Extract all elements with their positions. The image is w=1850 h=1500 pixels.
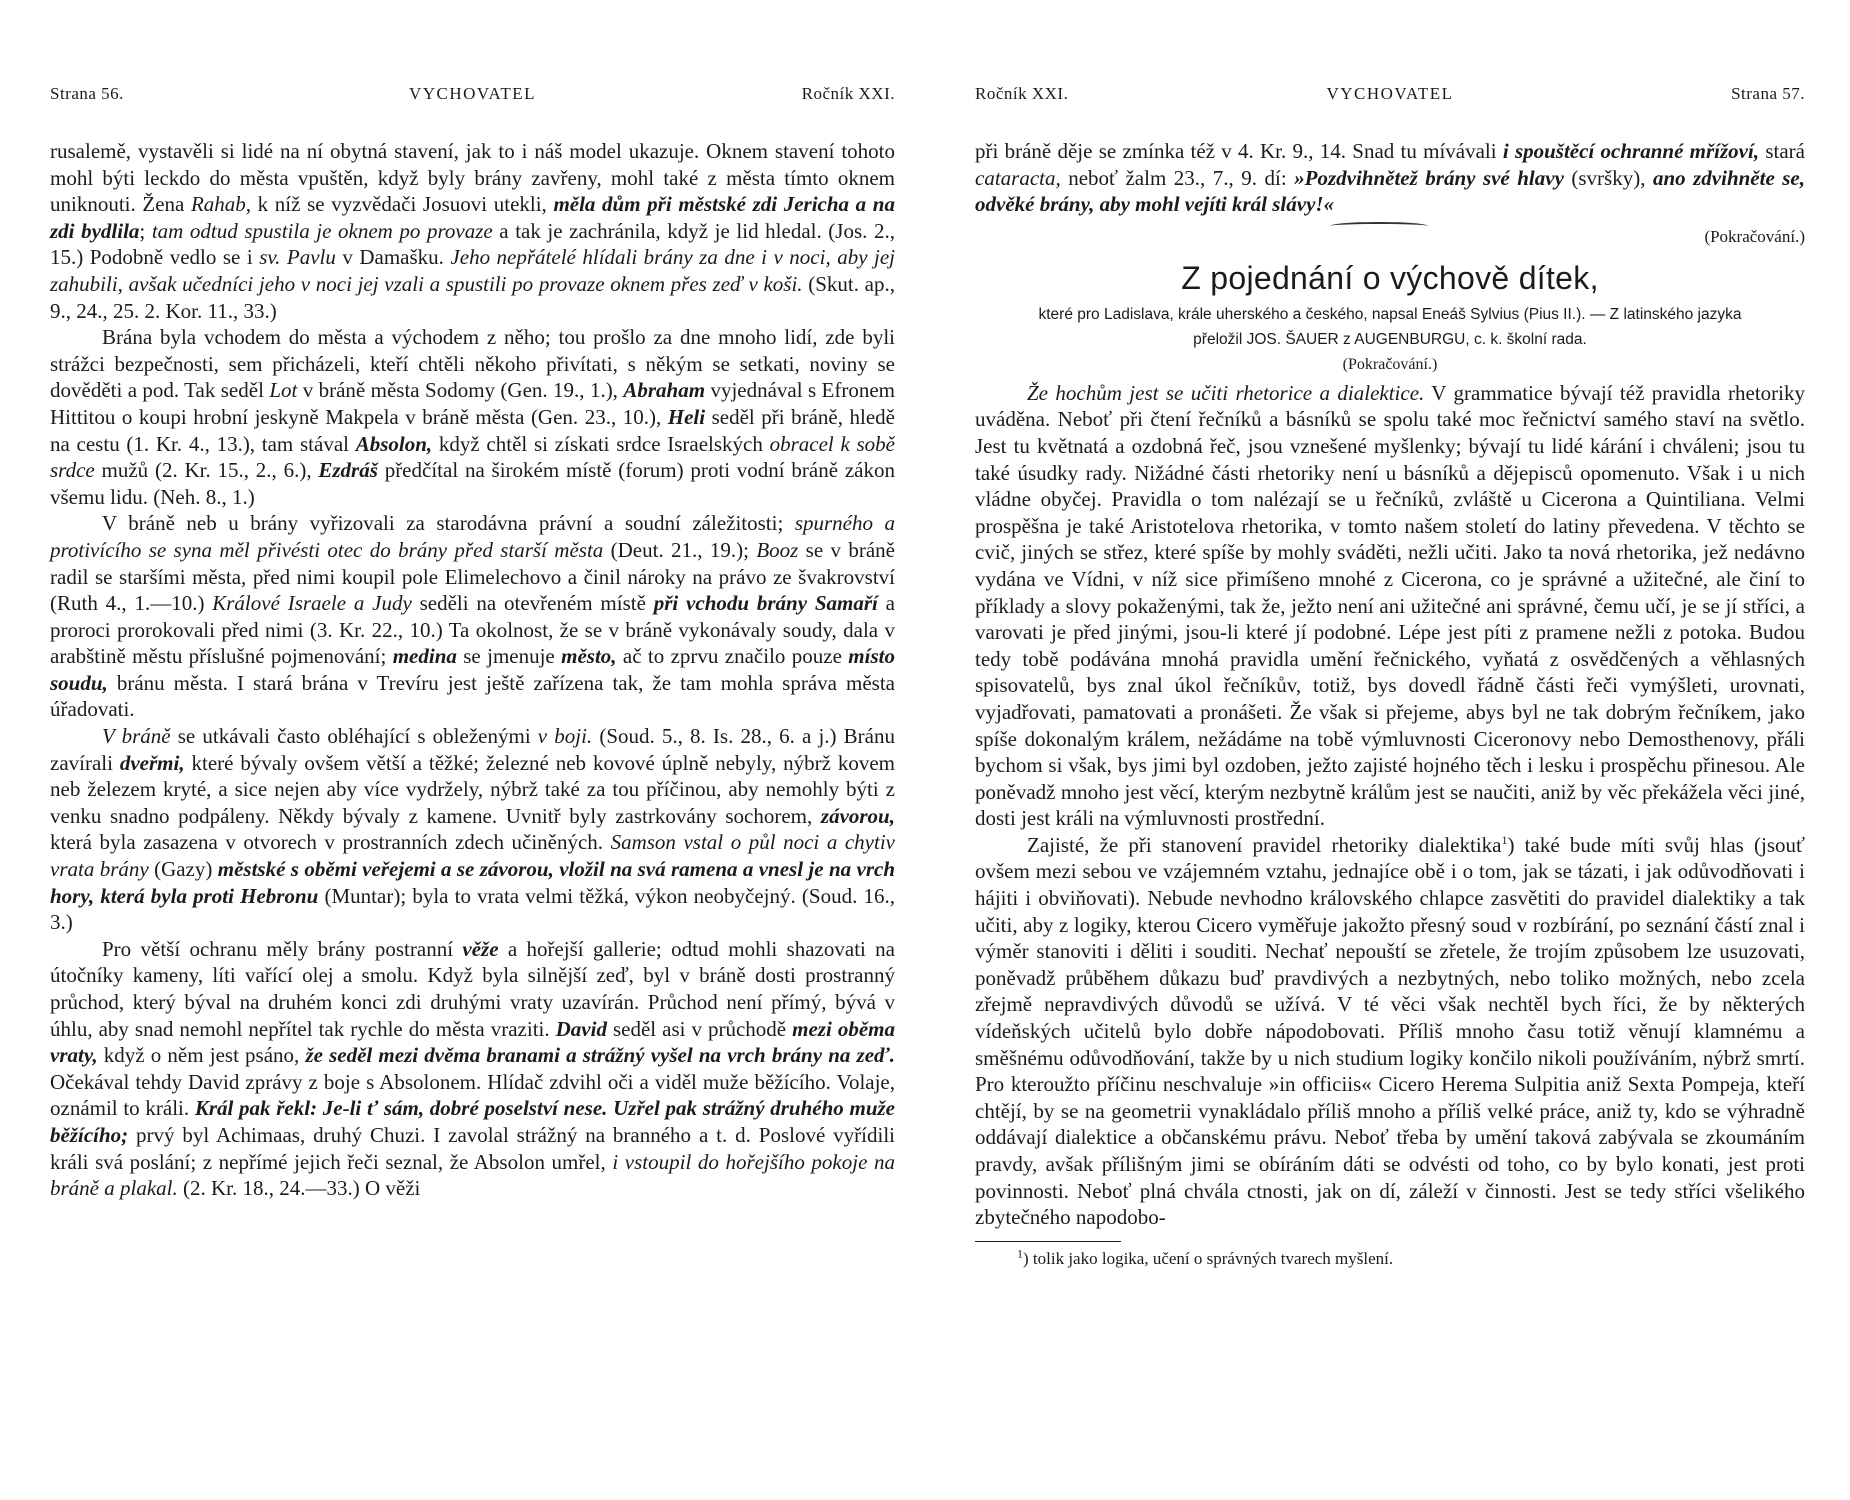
text-run: se jmenuje bbox=[456, 644, 562, 669]
text-run: Samson vstal o půl noci a chytiv vrata brány bbox=[50, 830, 895, 882]
text-run: při bráně děje se zmínka též v 4. Kr. 9., 14. Snad tu mívávali bbox=[975, 139, 1503, 163]
right-volume-label: Ročník XXI. bbox=[975, 84, 1069, 103]
text-run: sv. Pavlu bbox=[259, 245, 336, 270]
text-run: Že hochům jest se učiti rhetorice a dialektice. bbox=[1027, 380, 1425, 405]
text-run: (Soud. 5., 8. Is. 28., 6. a j.) Bránu zavírali bbox=[50, 724, 895, 775]
text-run: seděl asi v průchodě bbox=[606, 1016, 793, 1041]
text-run: mužů (2. Kr. 15., 2., 6.), bbox=[94, 458, 319, 483]
text-run: tam odtud spustila je oknem po provaze bbox=[151, 218, 493, 243]
text-run: ač to zprvu značilo pouze bbox=[616, 644, 849, 669]
text-run: že seděl mezi dvěma branami a strážný vyšel na vrch brány na zeď. bbox=[305, 1043, 895, 1068]
text-run: když o něm jest psáno, bbox=[97, 1043, 306, 1068]
text-run: předčítal na širokém místě (forum) proti vodní bráně zákon všemu lidu. (Neh. 8., 1.) bbox=[50, 458, 895, 509]
text-run: které bývaly ovšem větší a těžké; železné neb kovové úplně nebyly, nýbrž kovem neb železem kryté, a sice nejen aby více vydržely, nýbrž také za tou příčinou, aby nemohly býti z venku snadno podpáleny. Někdy bývaly z kamene. Uvnitř byly zastrkovány sochorem, bbox=[50, 750, 895, 828]
right-paragraph-2 bbox=[975, 832, 1805, 1231]
text-run: a proroci prorokovali před nimi (3. Kr. 22., 10.) Ta okolnost, že se v bráně vykonávaly soudy, dala v arabštině městu příslušné pojmenování; bbox=[50, 591, 895, 669]
footnote bbox=[975, 1248, 1805, 1270]
text-run: Absolon, bbox=[355, 431, 433, 456]
text-run: a tak je zachránila, když je lid hledal. (Jos. 2., 15.) Podobně vedlo se i bbox=[50, 218, 895, 270]
left-paragraph-2 bbox=[50, 324, 895, 510]
text-run: se utkávali často obléhající s obleženými bbox=[170, 724, 538, 749]
text-run: městské s oběmi veřejemi a se závorou, vložil na svá ramena a vnesl je na vrch hory, která byla proti Hebronu bbox=[50, 857, 896, 908]
text-run: Jeho nepřátelé hlídali brány za dne i v noci, aby jej zahubili, avšak učedníci jeho v noci jej vzali a spustili po provaze oknem přes zeď v koši. bbox=[50, 245, 895, 296]
text-run: v bráně města Sodomy (Gen. 19., 1.), bbox=[297, 378, 624, 403]
text-run: vyjednával s Efronem Hittitou o koupi hrobní jeskyně Makpela v bráně města (Gen. 23., 10.), bbox=[50, 378, 896, 429]
text-run: (Gazy) bbox=[148, 857, 218, 882]
text-run: která byla zasazena v otvorech v prostranních zdech učiněných. bbox=[50, 830, 611, 855]
text-run: Rahab, bbox=[190, 192, 252, 217]
text-run: (Skut. ap., 9., 24., 25. 2. Kor. 11., 33.) bbox=[50, 271, 895, 323]
right-body-text bbox=[975, 138, 1805, 1270]
text-run: věže bbox=[462, 936, 499, 961]
text-run: spurného a protivícího se syna měl přivésti otec do brány před starší města bbox=[50, 511, 895, 562]
right-article-paragraphs bbox=[975, 380, 1805, 1231]
text-run: David bbox=[555, 1016, 607, 1041]
left-running-head bbox=[50, 84, 895, 108]
text-run: ) také bude míti svůj hlas (jsouť ovšem mezi sebou ve vzájemném vztahu, jednajíce obě i o tom, jak se tázati, i jak odůvodňovati i hájiti i obviňovati). Nebude nevhodno královského chlapce zasvětiti do pravidel dialektiky a tak učiti, aby z logiky, kterou Cicero vyměřuje jakožto přesný soud v rozbírání, po seznání částí znal i výměr stanoviti i děliti i souditi. Nechať nepouští se zřetele, že trojím způsobem lze usuzovati, poněvadž průběhem důkazu buď pravdivých a nezbytných, nebo toliko možných, nebo zcela zřejmě nepravdivých důvodů se užívá. V té věci však nechtěl bych říci, že by některých vídeňských učitelů bylo dobře nápodobovati. Příliš mnoho času totiž věnují klamnému a směšnému odůvodňování, takže by u nich studium logiky končilo nikoli používáním, nýbrž smrtí. Pro kteroužto příčinu neschvaluje »in officiis« Cicero Herema Sulpitia aniž Sexta Pompeja, kteří chtějí, by se na geometrii vynakládalo příliš mnoho a příliš velké práce, aniž ty, kdo se výhradně oddávají dialektice a občanskému právu. Neboť třeba by umění taková zabývala se zkoumáním pravdy, avšak přílišným jimi se obíráním dáti se odvésti od toho, co by bylo konati, jest proti povinnosti. Neboť plná chvála ctnosti, jak on dí, záleží v činnosti. Jest se tedy stříci všelikého zbytečného napodobo- bbox=[975, 832, 1805, 1230]
text-run: ; bbox=[139, 218, 152, 243]
text-run: se v bráně radil se staršími města, před nimi koupil pole Elimelechovo a činil nároky na právo ze švakrovství (Ruth 4., 1.—10.) bbox=[50, 537, 895, 616]
right-intro-text bbox=[975, 138, 1805, 218]
text-run: Králové Israele a Judy bbox=[212, 591, 412, 616]
text-run: V bráně neb u brány vyřizovali za starodávna právní a soudní záležitosti; bbox=[102, 511, 795, 536]
text-run: Brána byla vchodem do města a východem z něho; tou prošlo za dne mnoho lidí, zde byli strážci bezpečnosti, sem přicházeli, kteří chtěli někoho přivítati, s někým se setkati, noviny se dověděti a pod. Tak seděl bbox=[50, 325, 895, 403]
right-paragraph-1 bbox=[975, 380, 1805, 832]
text-run: 1 bbox=[1501, 832, 1508, 847]
text-run: (2. Kr. 18., 24.—33.) O věži bbox=[177, 1176, 421, 1201]
text-run: seděl při bráně, hledě na cestu (1. Kr. 4., 13.), tam stával bbox=[50, 404, 895, 456]
text-run: »Pozdvihnětež brány své hlavy bbox=[1294, 165, 1564, 190]
text-run: (Muntar); byla to vrata velmi těžká, výkon neobyčejný. (Soud. 16., 3.) bbox=[50, 883, 895, 935]
footnote-text: ) tolik jako logika, učení o správných tvarech myšlení. bbox=[1023, 1248, 1394, 1268]
right-journal-title: VYCHOVATEL bbox=[1326, 84, 1454, 103]
article-title: Z pojednání o výchově dítek, bbox=[1181, 259, 1599, 296]
text-run: v boji. bbox=[537, 724, 593, 749]
text-run: i vstoupil do hořejšího pokoje na bráně a plakal. bbox=[50, 1149, 895, 1201]
text-run: medina bbox=[392, 644, 457, 669]
left-paragraph-5 bbox=[50, 936, 895, 1202]
text-run: seděli na otevřeném místě bbox=[411, 591, 654, 616]
text-run: neboť žalm 23., 7., 9. dí: bbox=[1060, 165, 1295, 190]
left-paragraph-1 bbox=[50, 138, 895, 324]
text-run: město, bbox=[561, 644, 617, 669]
text-run: místo soudu, bbox=[50, 644, 895, 695]
left-body-text bbox=[50, 138, 895, 1202]
text-run: mezi oběma vraty, bbox=[50, 1016, 895, 1068]
left-paragraph-3 bbox=[50, 510, 895, 723]
text-run: V bráně bbox=[102, 724, 171, 749]
text-run: při vchodu brány Samaří bbox=[653, 591, 878, 616]
left-page bbox=[50, 0, 895, 1500]
text-run: rusalemě, vystavěli si lidé na ní obytná stavení, jak to i náš model ukazuje. Oknem stavení tohoto mohl býti leckdo do města vpuštěn, když byly brány zavřeny, mohl také z města tímto oknem uniknouti. Žena bbox=[50, 139, 895, 217]
text-run: Lot bbox=[269, 378, 298, 403]
left-volume-label: Ročník XXI. bbox=[801, 84, 895, 103]
text-run: a hořejší gallerie; odtud mohli shazovati na útočníky kameny, líti vařící olej a smolu. Když byla silnější zeď, byl v bráně dosti prostranný průchod, který býval na druhém konci zdi druhými vraty uzavírán. Průchod není přímý, bývá v úhlu, aby snad nemohl nepřítel tak rychle do města vraziti. bbox=[50, 936, 896, 1041]
text-run: když chtěl si získati srdce Israelských bbox=[432, 431, 770, 456]
text-run: Pro větší ochranu měly brány postranní bbox=[102, 936, 463, 961]
text-run: měla dům při městské zdi Jericha a na zdi bydlila bbox=[50, 192, 895, 243]
text-run: cataracta, bbox=[975, 165, 1061, 190]
text-run: i spouštěcí ochranné mřížoví, bbox=[1502, 139, 1760, 163]
article-continued-label: (Pokračování.) bbox=[1342, 355, 1438, 373]
text-run: k níž se vyzvědači Josuovi utekli, bbox=[251, 192, 554, 217]
article-subtitle-line1: které pro Ladislava, krále uherského a českého, napsal Eneáš Sylvius (Pius II.). — Z latinského jazyka bbox=[1038, 305, 1742, 323]
left-paragraph-4 bbox=[50, 723, 895, 936]
text-run: (svršky), bbox=[1563, 165, 1653, 190]
text-run: Zajisté, že při stanovení pravidel rhetoriky dialektika bbox=[1027, 832, 1502, 857]
text-run: Ezdráš bbox=[318, 458, 378, 483]
text-run: v Damašku. bbox=[335, 245, 451, 270]
text-run: ano zdvihněte se, odvěké brány, aby mohl vejíti král slávy!« bbox=[975, 165, 1806, 217]
text-run: obracel k sobě srdce bbox=[50, 431, 895, 483]
text-run: bránu města. I stará brána v Trevíru jest ještě zařízena tak, že tam mohla správa města úřadovati. bbox=[50, 670, 895, 722]
left-journal-title: VYCHOVATEL bbox=[408, 84, 537, 103]
right-intro-paragraph bbox=[975, 138, 1805, 218]
text-run: V grammatice bývají též pravidla rhetoriky uváděna. Neboť při čtení řečníků a básníků se spolu také moc řečnictví samého staví na světlo. Jest tu květnatá a ozdobná řeč, jsou vznešené myšlenky; bývají tu lidé kárání i chváleni; jsou tu také úsudky rady. Nižádné části rhetoriky není u básníků a dějepisců opomenuto. Však i u nich vládne obyčej. Pravidla o tom nalézají se u řečníků, zvláště u Cicerona a Quintiliana. Velmi prospěšna je také Aristotelova rhetorika, v tomto našem století do latiny převedena. V těchto se cvič, jiných se střez, které spíše by mohly sváděti, nežli učiti. Jako ta nová rhetorika, jež nedávno vydána ve Vídni, v níž sice přimíšeno mnohé z Cicerona, co je správné a užitečné, ale činí to příklady a slovy pokaženými, tak že, ježto není ani užitečné ani správné, čemu učí, je se jí stříci, a varovati je před jinými, jsou-li které jí podobné. Lépe jest píti z pramene nežli z potoka. Budou tedy tobě podávána mnohá pravidla umění řečnického, vyňatá z osvědčených a věhlasných spisovatelů, bys znal úkol řečníkův, totiž, bys dovedl řádně části řeči vymýšleti, urovnati, vyjadřovati, pamatovati a pronášeti. Že však si přejeme, abys byl ne tak dobrým řečníkem, jako spíše dokonalým králem, nežádáme na tobě výmluvnosti Ciceronovy nebo Demosthenovy, přáli bychom si však, bys jimi byl ozdoben, ježto zajisté hojného těch i lesku i prospěchu přinesou. Ale poněvadž mnoho jest věcí, kterým nezbytně králům jest se naučiti, aniž by věc překážela věci jiné, dosti jest králi na výmluvnosti prostřední. bbox=[975, 380, 1805, 831]
text-run: prvý byl Achimaas, druhý Chuzi. I zavolal strážný na branného a t. d. Poslové vyřídili králi svá poslání; z nepřímé jejich řeči seznal, že Absolon umřel, bbox=[50, 1122, 895, 1174]
right-page bbox=[975, 0, 1805, 1500]
text-run: Král pak řekl: Je-li ť sám, dobré poselství nese. Uzřel pak strážný druhého muže běžícího; bbox=[50, 1096, 895, 1147]
footnote-rule bbox=[975, 1241, 1121, 1242]
text-run: Heli bbox=[667, 404, 706, 429]
text-run: stará bbox=[1759, 139, 1805, 163]
article-continued-note: (Pokračování.) bbox=[1704, 226, 1805, 246]
text-run: (Deut. 21., 19.); bbox=[603, 537, 757, 562]
right-page-number: Strana 57. bbox=[1731, 84, 1805, 103]
text-run: dveřmi, bbox=[119, 750, 185, 775]
text-run: Očekával tehdy David zprávy z boje s Absolonem. Hlídač zdvihl oči a viděl muže běžícího. Volaje, oznámil to králi. bbox=[50, 1069, 895, 1121]
footnote-marker: 1 bbox=[1017, 1246, 1023, 1261]
left-page-number: Strana 56. bbox=[50, 84, 124, 103]
text-run: Booz bbox=[756, 537, 799, 562]
article-subtitle-line2: přeložil JOS. ŠAUER z AUGENBURGU, c. k. školní rada. bbox=[1193, 330, 1587, 348]
right-running-head bbox=[975, 84, 1805, 108]
text-run: závorou, bbox=[820, 803, 895, 828]
text-run: Abraham bbox=[623, 378, 706, 403]
